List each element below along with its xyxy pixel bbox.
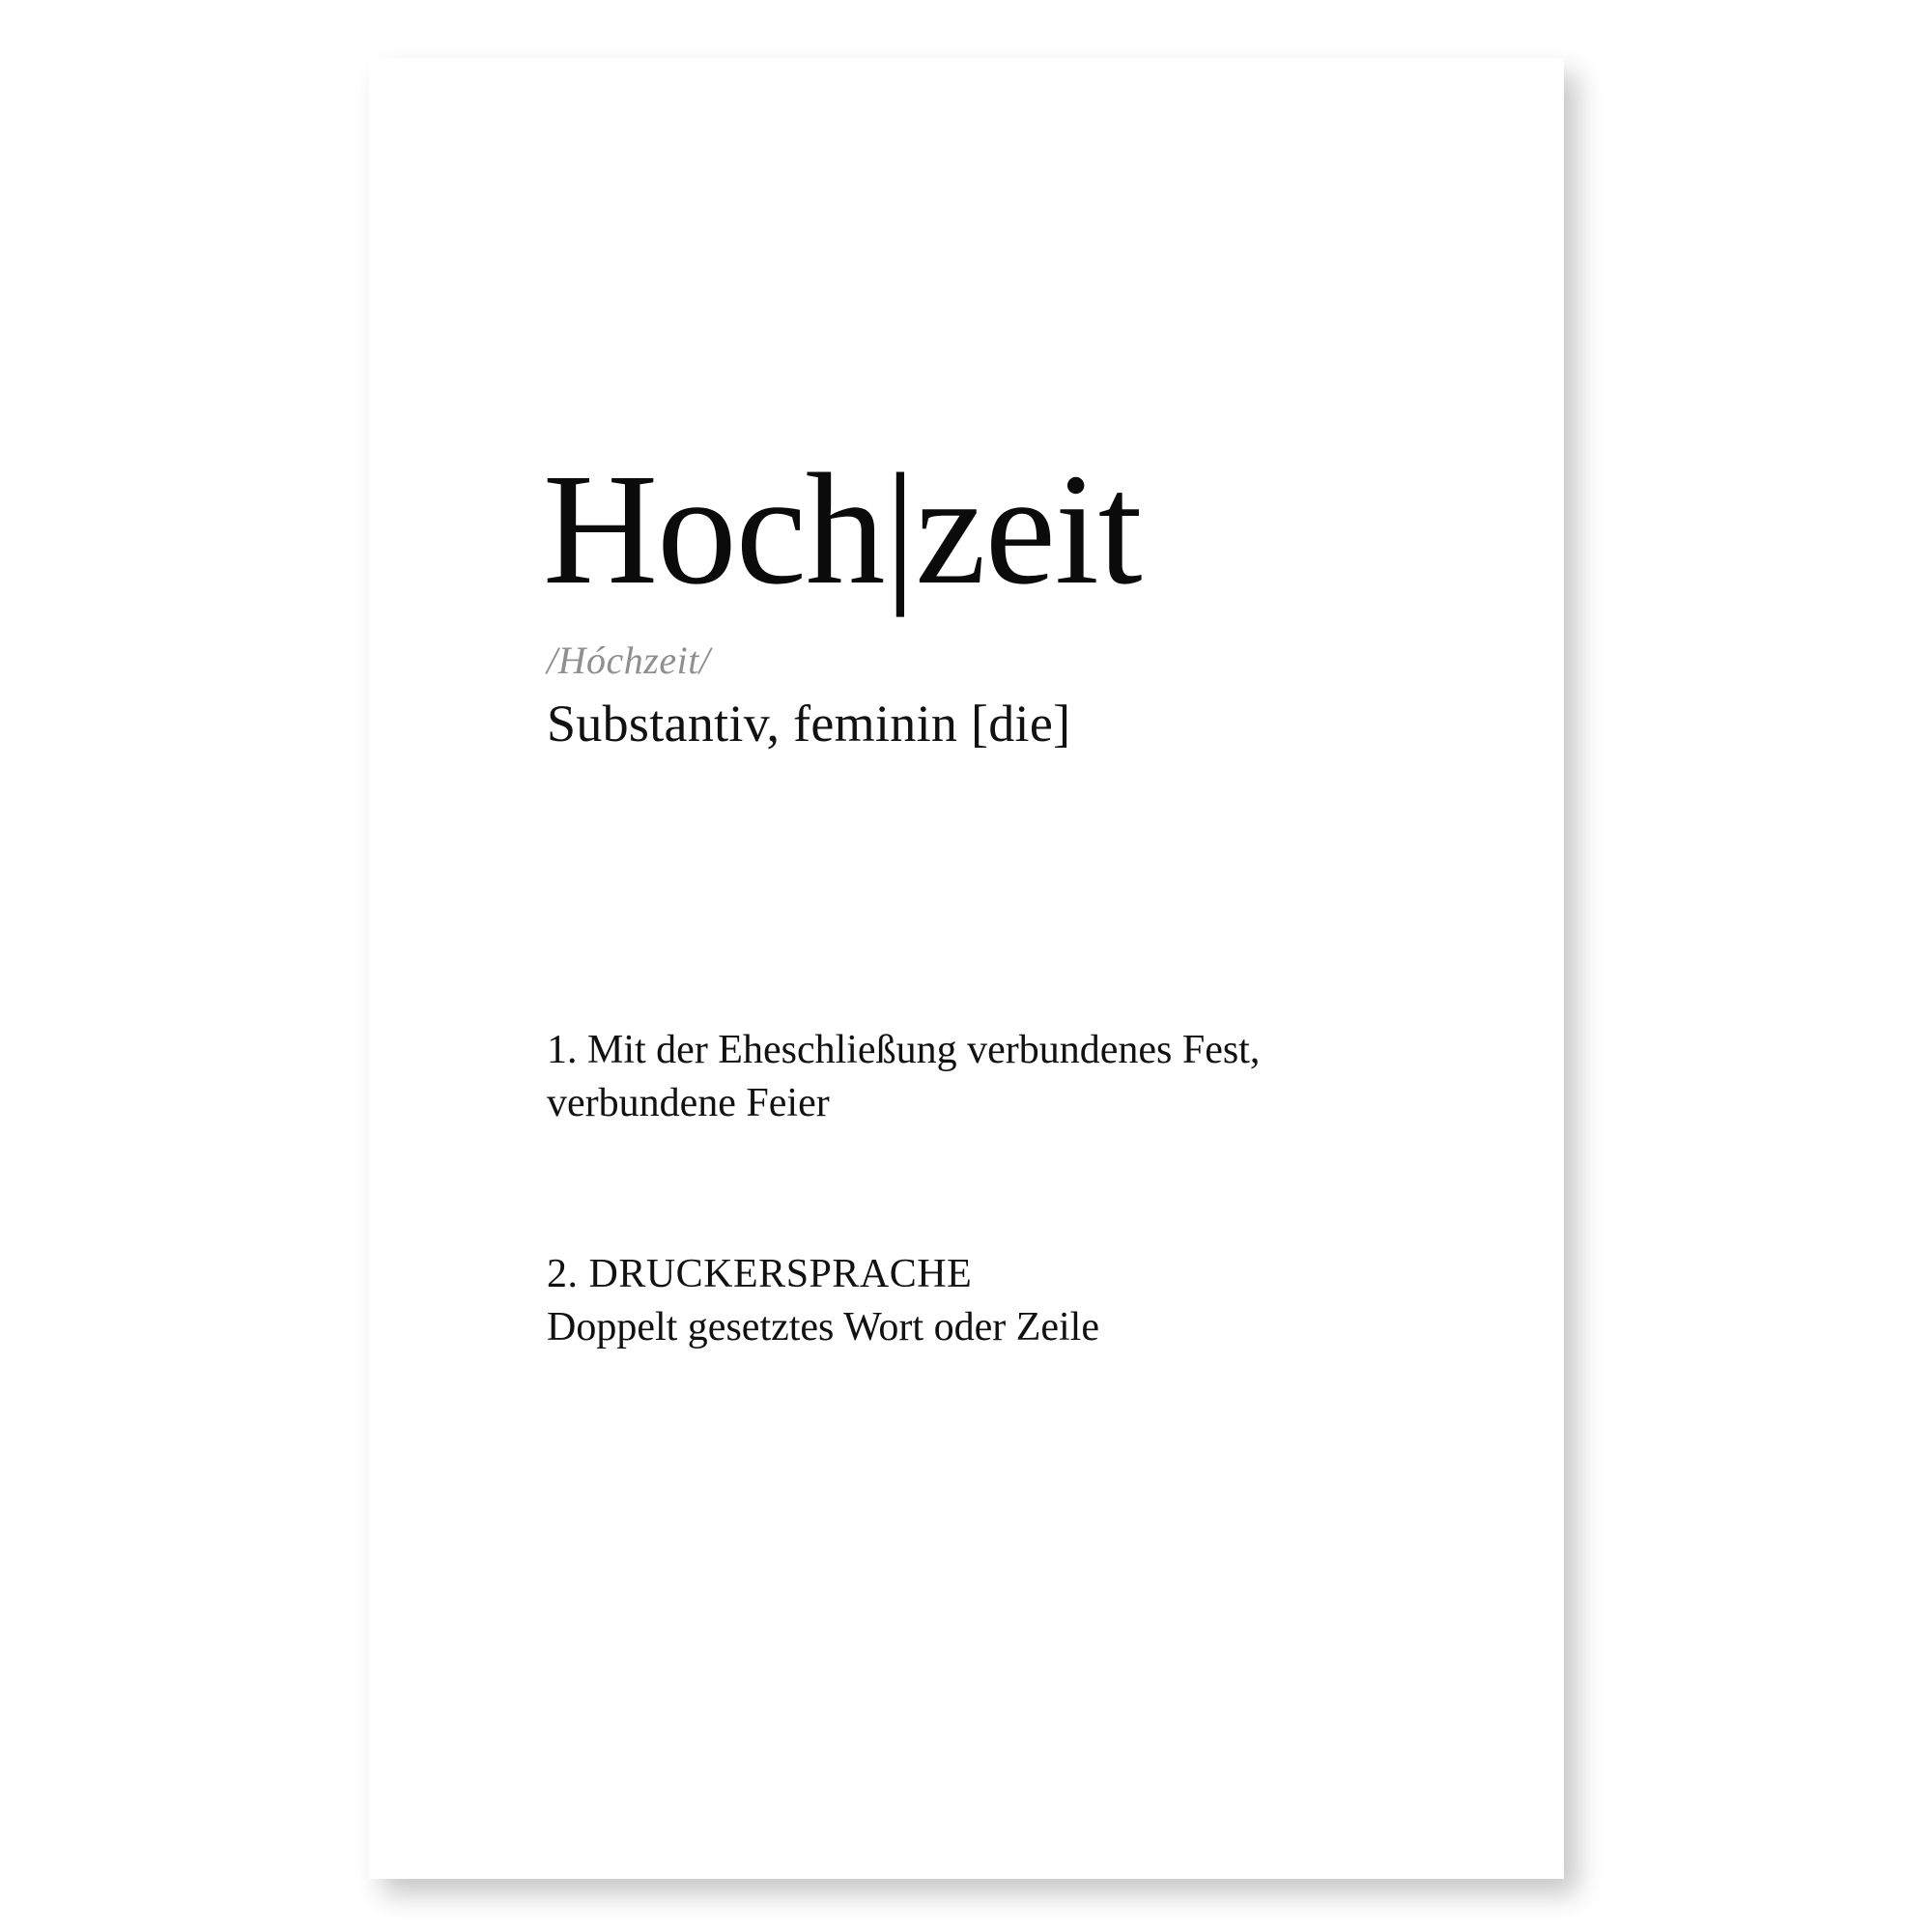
page-title: Hoch|zeit: [543, 440, 1142, 617]
definition-item: 1. Mit der Eheschließung verbundenes Fest, verbundene Feier: [547, 1028, 1261, 1126]
pronunciation-text: /Hóchzeit/: [547, 639, 711, 682]
definition-label: 2. DRUCKERSPRACHE: [547, 1252, 973, 1296]
poster-sheet: [369, 58, 1564, 1879]
poster-content-area: [369, 58, 1564, 1879]
part-of-speech-text: Substantiv, feminin [die]: [547, 695, 1071, 753]
definition-item: [547, 1248, 1416, 1355]
definition-text: Doppelt gesetztes Wort oder Zeile: [547, 1305, 1099, 1350]
